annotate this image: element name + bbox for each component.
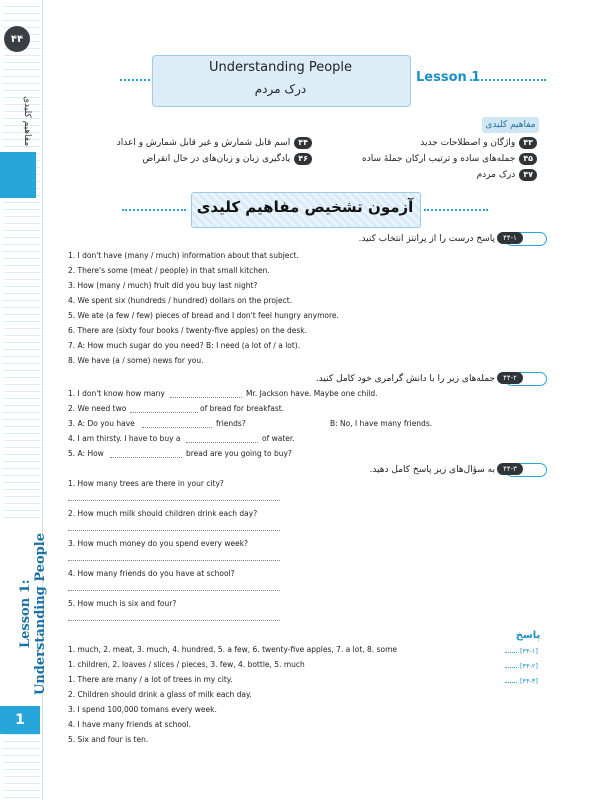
fill-item: of bread for breakfast. <box>200 404 285 413</box>
banner-dots-right <box>424 209 488 211</box>
section3-instruction: به سؤال‌های زیر پاسخ کامل دهید. <box>369 465 495 475</box>
answer-ref: [۴۴-۲] <box>520 662 538 670</box>
open-question: 2. How much milk should children drink each day? <box>68 509 258 518</box>
question-item: 8. We have (a / some) news for you. <box>68 356 204 365</box>
blank-line[interactable] <box>142 427 212 428</box>
concepts-tag: مفاهیم کلیدی <box>482 117 539 133</box>
answer-line[interactable] <box>68 530 280 531</box>
concept-text: اسم قابل شمارش و غیر قابل شمارش و اعداد <box>116 138 291 148</box>
concept-number: ۴۵ <box>519 153 537 165</box>
open-question: 4. How many friends do you have at school? <box>68 569 235 578</box>
answer-line-text: 4. I have many friends at school. <box>68 720 191 729</box>
question-item: 4. We spent six (hundreds / hundred) dollars on the project. <box>68 296 293 305</box>
concept-47 <box>477 169 537 181</box>
concept-text: واژگان و اصطلاحات جدید <box>420 138 516 148</box>
fill-item: 5. A: How <box>68 449 104 458</box>
fill-item: 3. A: Do you have <box>68 419 135 428</box>
question-item: 7. A: How much sugar do you need? B: I need (a lot of / a lot). <box>68 341 301 350</box>
question-item: 5. We ate (a few / few) pieces of bread and I don't feel hungry anymore. <box>68 311 339 320</box>
fill-item: friends? <box>216 419 246 428</box>
fill-item: B: No, I have many friends. <box>330 419 433 428</box>
answers-tag: پاسخ <box>515 630 541 641</box>
sidebar-concepts-label: مفاهیم کلیدی <box>22 96 32 147</box>
section3-code: ۴۴-۳ <box>497 463 523 475</box>
answer-ref: [۴۴-۱] <box>520 647 538 655</box>
fill-item: 2. We need two <box>68 404 127 413</box>
blank-line[interactable] <box>170 397 242 398</box>
open-question: 3. How much money do you spend every week? <box>68 539 249 548</box>
answer-line-text: 2. Children should drink a glass of milk each day. <box>68 690 252 699</box>
concept-number: ۴۷ <box>519 169 537 181</box>
answer-line[interactable] <box>68 620 280 621</box>
blank-line[interactable] <box>186 442 258 443</box>
header-dots-right <box>470 79 546 81</box>
question-item: 3. How (many / much) fruit did you buy last night? <box>68 281 258 290</box>
banner-dots-left <box>122 209 186 211</box>
answer-line[interactable] <box>68 590 280 591</box>
section2-code: ۴۴-۲ <box>497 372 523 384</box>
concept-44 <box>117 137 312 149</box>
open-question: 5. How much is six and four? <box>68 599 177 608</box>
sidebar-tab <box>0 152 36 198</box>
answer-ref: [۴۴-۳] <box>520 677 538 685</box>
question-item: 6. There are (sixty four books / twenty-five apples) on the desk. <box>68 326 307 335</box>
answer-line-text: 1. children, 2. loaves / slices / pieces, 3. few, 4. bottle, 5. much <box>68 660 305 669</box>
concept-number: ۴۳ <box>519 137 537 149</box>
answer-ref-dots <box>505 652 517 653</box>
concept-number: ۴۴ <box>294 137 312 149</box>
concept-43 <box>420 137 537 149</box>
concept-text: درک مردم <box>476 170 516 180</box>
concept-text: جمله‌های ساده و ترتیب ارکان جملهٔ ساده <box>362 154 516 164</box>
fill-item: 4. I am thirsty. I have to buy a <box>68 434 181 443</box>
fill-item: bread are you going to buy? <box>186 449 292 458</box>
page-number-badge: ۴۴ <box>4 26 30 52</box>
concept-text: یادگیری زبان و زبان‌های در حال انقراض <box>142 154 291 164</box>
answer-line-text: 1. much, 2. meat, 3. much, 4. hundred, 5. a few, 6. twenty-five apples, 7. a lot, 8. some <box>68 645 397 654</box>
answer-line-text: 5. Six and four is ten. <box>68 735 149 744</box>
question-item: 2. There's some (meat / people) in that small kitchen. <box>68 266 270 275</box>
concept-46 <box>142 153 312 165</box>
answer-line[interactable] <box>68 560 280 561</box>
section2-instruction: جمله‌های زیر را با دانش گرامری خود کامل کنید. <box>315 374 495 384</box>
concept-number: ۴۶ <box>294 153 312 165</box>
banner-title: آزمون تشخیص مفاهیم کلیدی <box>196 198 414 216</box>
fill-item: of water. <box>262 434 295 443</box>
question-item: 1. I don't have (many / much) information about that subject. <box>68 251 299 260</box>
answer-ref-dots <box>505 682 517 683</box>
answer-line-text: 3. I spend 100,000 tomans every week. <box>68 705 217 714</box>
title-persian: درک مردم <box>254 82 307 96</box>
concept-45 <box>362 153 537 165</box>
fill-item: 1. I don't know how many <box>68 389 165 398</box>
title-english: Understanding People <box>208 60 353 75</box>
fill-item: Mr. Jackson have. Maybe one child. <box>246 389 378 398</box>
lesson-label: Lesson 1 <box>416 70 481 85</box>
header-dots-left <box>120 79 150 81</box>
blank-line[interactable] <box>130 412 198 413</box>
sidebar-lesson-title: Lesson 1: Understanding People <box>18 533 48 695</box>
sidebar-lesson-number: 1 <box>0 706 40 734</box>
section1-instruction: پاسخ درست را از پرانتز انتخاب کنید. <box>358 234 495 244</box>
answer-line-text: 1. There are many / a lot of trees in my city. <box>68 675 233 684</box>
answer-line[interactable] <box>68 500 280 501</box>
section1-code: ۴۴-۱ <box>497 232 523 244</box>
open-question: 1. How many trees are there in your city? <box>68 479 224 488</box>
blank-line[interactable] <box>110 457 182 458</box>
answer-ref-dots <box>505 667 517 668</box>
